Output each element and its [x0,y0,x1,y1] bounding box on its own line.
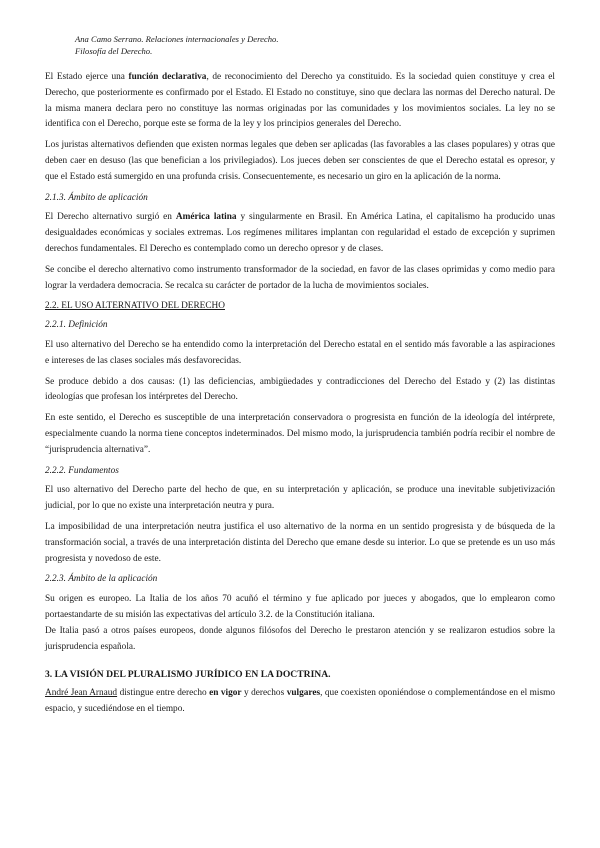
paragraph: Se concibe el derecho alternativo como instrumento transformador de la sociedad, en favor de las clases oprimidas y como medio para lograr la verdadera democracia. Se recalca su carácter de portador de la lucha de movimientos sociales. [45,264,555,291]
text-run: , de reconocimiento del Derecho ya constituido. Es la sociedad quien constituye y crea el Derecho, que posteriormente es confirmado por el Estado. El Estado no constituye, sino que declara las normas del Derecho natural. De la misma manera declara pero no constituye las normas originadas por las comunidades y los movimientos sociales. La ley no se identifica con el Derecho, porque este se forma de la ley y los principios generales del Derecho. [45,72,555,130]
paragraph [45,686,555,718]
paragraph [45,210,555,257]
bold-term: vulgares [286,688,321,699]
author-name: André Jean Arnaud [45,688,118,699]
bold-term: América latina [175,212,237,223]
text-run: y derechos [241,688,287,699]
text-run: , que coexisten oponiéndose o complementándose en el mismo espacio, y sucediéndose en el tiempo. [45,688,555,714]
paragraph: Los juristas alternativos defienden que existen normas legales que deben ser aplicadas (las favorables a las clases populares) y otras que deben caer en desuso (las que benefician a los privilegiados). Los jueces deben ser conscientes de que el Derecho estatal es opresor, y que el Estado está sumergido en una profunda crisis. Consecuentemente, es necesario un giro en la aplicación de la norma. [45,140,555,182]
text-run: Su origen es europeo. La Italia de los años 70 acuñó el término y fue aplicado por jueces y abogados, que lo emplearon como portaestandarte de su misión las expectativas del artículo 3.2. de la Constitución italiana. [45,594,555,620]
paragraph [45,70,555,133]
paragraph: La imposibilidad de una interpretación neutra justifica el uso alternativo de la norma en un sentido progresista y de búsqueda de la transformación social, a través de una interpretación distinta del Derecho que emane desde su interior. Lo que se pretende es un uso más progresista y novedoso de este. [45,521,555,564]
subsection-heading: 2.2.1. Definición [45,320,108,331]
subsection-heading: 2.1.3. Ámbito de aplicación [45,192,148,203]
subsection-heading: 2.2.3. Ámbito de la aplicación [45,574,158,585]
text-run: De Italia pasó a otros países europeos, donde algunos filósofos del Derecho le prestaron atención y se realizaron estudios sobre la jurisprudencia española. [45,625,555,652]
chapter-heading: 3. LA VISIÓN DEL PLURALISMO JURÍDICO EN LA DOCTRINA. [45,669,331,681]
text-run: El Estado ejerce una [45,72,129,82]
bold-term: en vigor [209,688,242,699]
bold-term: función declarativa [128,72,207,82]
text-run: El Derecho alternativo surgió en [45,212,176,223]
page-header [75,33,279,57]
paragraph [45,592,555,655]
subsection-heading: 2.2.2. Fundamentos [45,465,119,476]
paragraph: Se produce debido a dos causas: (1) las deficiencias, ambigüedades y contradicciones del Derecho del Estado y (2) las distintas ideologías que profesan los intérpretes del Derecho. [45,376,555,403]
paragraph: El uso alternativo del Derecho parte del hecho de que, en su interpretación y aplicación, se produce una inevitable subjetivización judicial, por lo que no existe una interpretación neutra y pura. [45,485,555,512]
header-subject-line: Filosofía del Derecho. [75,46,153,57]
paragraph: En este sentido, el Derecho es susceptible de una interpretación conservadora o progresista en función de la ideología del intérprete, especialmente cuando la norma tiene conceptos indeterminados. Del mismo modo, la jurisprudencia también podría recibir el nombre de “jurisprudencia alternativa”. [45,413,555,455]
section-heading: 2.2. EL USO ALTERNATIVO DEL DERECHO [45,301,225,312]
header-author-line: Ana Camo Serrano. Relaciones internacionales y Derecho. [75,34,279,44]
document-body [45,70,555,723]
paragraph: El uso alternativo del Derecho se ha entendido como la interpretación del Derecho estatal en el sentido más favorable a las aspiraciones e intereses de las clases sociales más desfavorecidas. [45,339,555,366]
text-run: y singularmente en Brasil. En América Latina, el capitalismo ha producido unas desigualdades económicas y sociales extremas. Los regímenes militares implantan con regularidad el estado de excepción y suprimen derechos fundamentales. El Derecho es contemplado como un derecho opresor y de clases. [45,212,555,254]
text-run: distingue entre derecho [117,688,210,699]
